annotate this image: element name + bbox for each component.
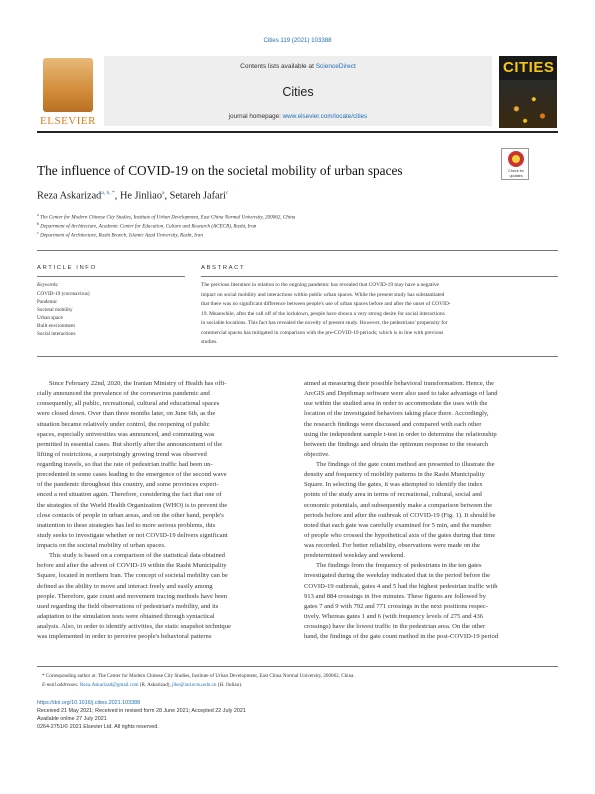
cover-title: CITIES: [503, 59, 555, 76]
journal-header: [104, 56, 492, 126]
author-name[interactable]: Reza Askarizad: [37, 190, 102, 202]
cover-city-lights: [499, 80, 557, 128]
affiliation: $^a$ The Center for Modern Chinese City Studies, Institute of Urban Development, East China Normal University, 200062, China: [37, 212, 296, 221]
article-info-heading: ARTICLE INFO: [37, 265, 97, 271]
elsevier-logo: [37, 56, 99, 127]
keyword: Pandemic: [37, 299, 58, 305]
journal-title: Cities: [282, 85, 314, 99]
abstract-divider: [201, 276, 558, 277]
affiliation: $^c$ Department of Architecture, Rasht Branch, Islamic Azad University, Rasht, Iran: [37, 230, 203, 239]
author-name[interactable]: Setareh Jafari: [169, 190, 226, 202]
abstract-heading: ABSTRACT: [201, 265, 246, 271]
body-column-left: Since February 22nd, 2020, the Iranian Ministry of Health has offi- cially announced the prevalence of the coronavirus pandemic and consequently, all public, recreational, cultural and educational spaces were closed down. Over than three months later, on June 6th, as the situation became relatively under control, the reopening of public spaces, especially universities was announced, and commuting was permitted in essential cases. But shortly after the announcement of the lifting of restrictions, a surprisingly growing trend was observed regarding travels, so that the rate of pedestrian traffic had been un- precedented in some cases leading to the emergence of the second wave of the pandemic throughout this country, and some provinces experi- enced a red situation again. Therefore, considering the fact that one of the strategies of the World Health Organization (WHO) is to prevent the close contacts of people in urban areas, and on the other hand, people's inattention to these strategies has led to more serious problems, this study seeks to investigate whether or not COVID-19 delivers significant impacts on the societal mobility of urban spaces. This study is based on a comparison of the statistical data obtained before and after the advent of COVID-19 within the Rasht Municipality Square, located in northern Iran. The concept of societal mobility can be defined as the ability to move and interact freely and easily among people. Therefore, gate count and movement tracing methods have been used regarding the field observations of pedestrian's mobility, and its adaptation to the simulation tests were obtained through syntactical analysis. Also, in order to identify activities, the static snapshot technique was implemented in order to perceive people's behavioral patterns: [37, 380, 231, 641]
keyword: COVID-19 (coronavirus): [37, 291, 90, 297]
contents-line: Contents lists available at ScienceDirect: [240, 63, 356, 70]
affiliation-divider: [37, 250, 558, 251]
keywords-label: Keywords:: [37, 282, 59, 288]
publisher-name: ELSEVIER: [40, 115, 96, 127]
author-marks[interactable]: a, b, *: [101, 190, 115, 196]
abstract-text: The previous literature in relation to the ongoing pandemic has revealed that COVID-19 may have a negative impact on social mobility and interactions within public urban spaces. While the present study has substantiated that there was no significant difference between people's use of urban spaces before and after the onset of COVID- 19. Meanwhile, after the call off of the lockdown, people have shown a very strong desire for social interactions in sociable locations. This fact has revealed the novelty of present study. However, the pedestrians' propensity for commercial spaces has mitigated in comparison with the pre-COVID-19 periods; which is in line with previous studies.: [201, 282, 451, 346]
keyword: Societal mobility: [37, 307, 73, 313]
doi-link[interactable]: https://doi.org/10.1016/j.cities.2021.103388: [37, 700, 141, 706]
author-marks[interactable]: c: [225, 190, 229, 196]
header-divider: [37, 131, 558, 133]
journal-cover-image[interactable]: [499, 56, 557, 128]
check-updates-label: Check for updates: [508, 169, 524, 178]
check-for-updates-badge[interactable]: [501, 148, 529, 180]
affiliation: $^b$ Department of Architecture, Academic Center for Education, Culture and Research (ACECR), Rasht, Iran: [37, 221, 257, 230]
journal-reference[interactable]: Cities 119 (2021) 103388: [263, 37, 332, 44]
elsevier-tree-icon: [43, 58, 93, 112]
homepage-link[interactable]: www.elsevier.com/locate/cities: [282, 113, 368, 120]
author-name[interactable]: He Jinliao: [119, 190, 162, 202]
email-link[interactable]: jlhe@iud.ecnu.edu.cn: [172, 682, 217, 688]
copyright: 0264-2751/© 2021 Elsevier Ltd. All rights reserved.: [37, 724, 159, 730]
corresponding-author-note: * Corresponding author at: The Center for Modern Chinese City Studies, Institute of Urban Development, East China Normal University, 200062, China.: [42, 673, 355, 679]
article-info-divider: [37, 276, 185, 277]
article-title: The influence of COVID-19 on the societal mobility of urban spaces: [37, 163, 403, 178]
email-note: E-mail addresses: Reza.Askarizad@gmail.com (R. Askarizad), jlhe@iud.ecnu.edu.cn (H. Jinliao).: [42, 682, 243, 688]
sciencedirect-link[interactable]: ScienceDirect: [315, 63, 356, 70]
online-date: Available online 27 July 2021: [37, 716, 107, 722]
received-dates: Received 21 May 2021; Received in revised form 28 June 2021; Accepted 22 July 2021: [37, 708, 246, 714]
keyword: Built environment: [37, 323, 75, 329]
email-link[interactable]: Reza.Askarizad@gmail.com: [80, 682, 139, 688]
author-list: Reza Askarizad$^{a, b, *}$, He Jinliao$^a$, Setareh Jafari$^c$: [37, 190, 229, 202]
body-column-right: aimed at measuring their possible behavioral transformation. Hence, the ArcGIS and Depthmap software were also used to take advantage of land use within the studied area in order to accommodate the uses with the location of the investigated behaviors taking place there. Accordingly, the research findings were discussed and compared with each other using the independent sample t-test in order to determine the relationship between the findings and obtain the optimum response to the research objective. The findings of the gate count method are presented to illustrate the density and frequency of mobility patterns in the Rasht Municipality Square. In selecting the gates, it was attempted to identify the index points of the study area in terms of recreational, cultural, social and economic potentials, and subsequently make a comparison between the periods before and after the outbreak of COVID-19 (Fig. 1). It should be noted that each gate was carefully examined for 5 min, and the number of people who crossed the hypothetical axis of the gates during that time was recorded. For better reliability, observations were made on the predetermined weekday and weekend. The findings from the frequency of pedestrians in the ten gates investigated during the weekday indicated that in the period before the COVID-19 outbreak, gates 4 and 5 had the highest pedestrian traffic with 913 and 884 crossings in five minutes. These figures are followed by gates 7 and 9 with 792 and 771 crossings in the next positions respec- tively. Whereas gates 1 and 6 (with frequency levels of 275 and 436 crossings) have the lowest traffic in the pedestrian area. On the other hand, the findings of the gate count method in the post-COVID-19 period: [304, 380, 499, 641]
keyword: Social interactions: [37, 331, 76, 337]
author-marks[interactable]: a: [161, 190, 165, 196]
footnote-divider: [37, 666, 558, 667]
abstract-bottom-divider: [37, 356, 558, 357]
homepage-line: journal homepage: www.elsevier.com/locate/cities: [228, 113, 368, 120]
check-updates-icon: [508, 151, 524, 167]
keyword: Urban space: [37, 315, 63, 321]
